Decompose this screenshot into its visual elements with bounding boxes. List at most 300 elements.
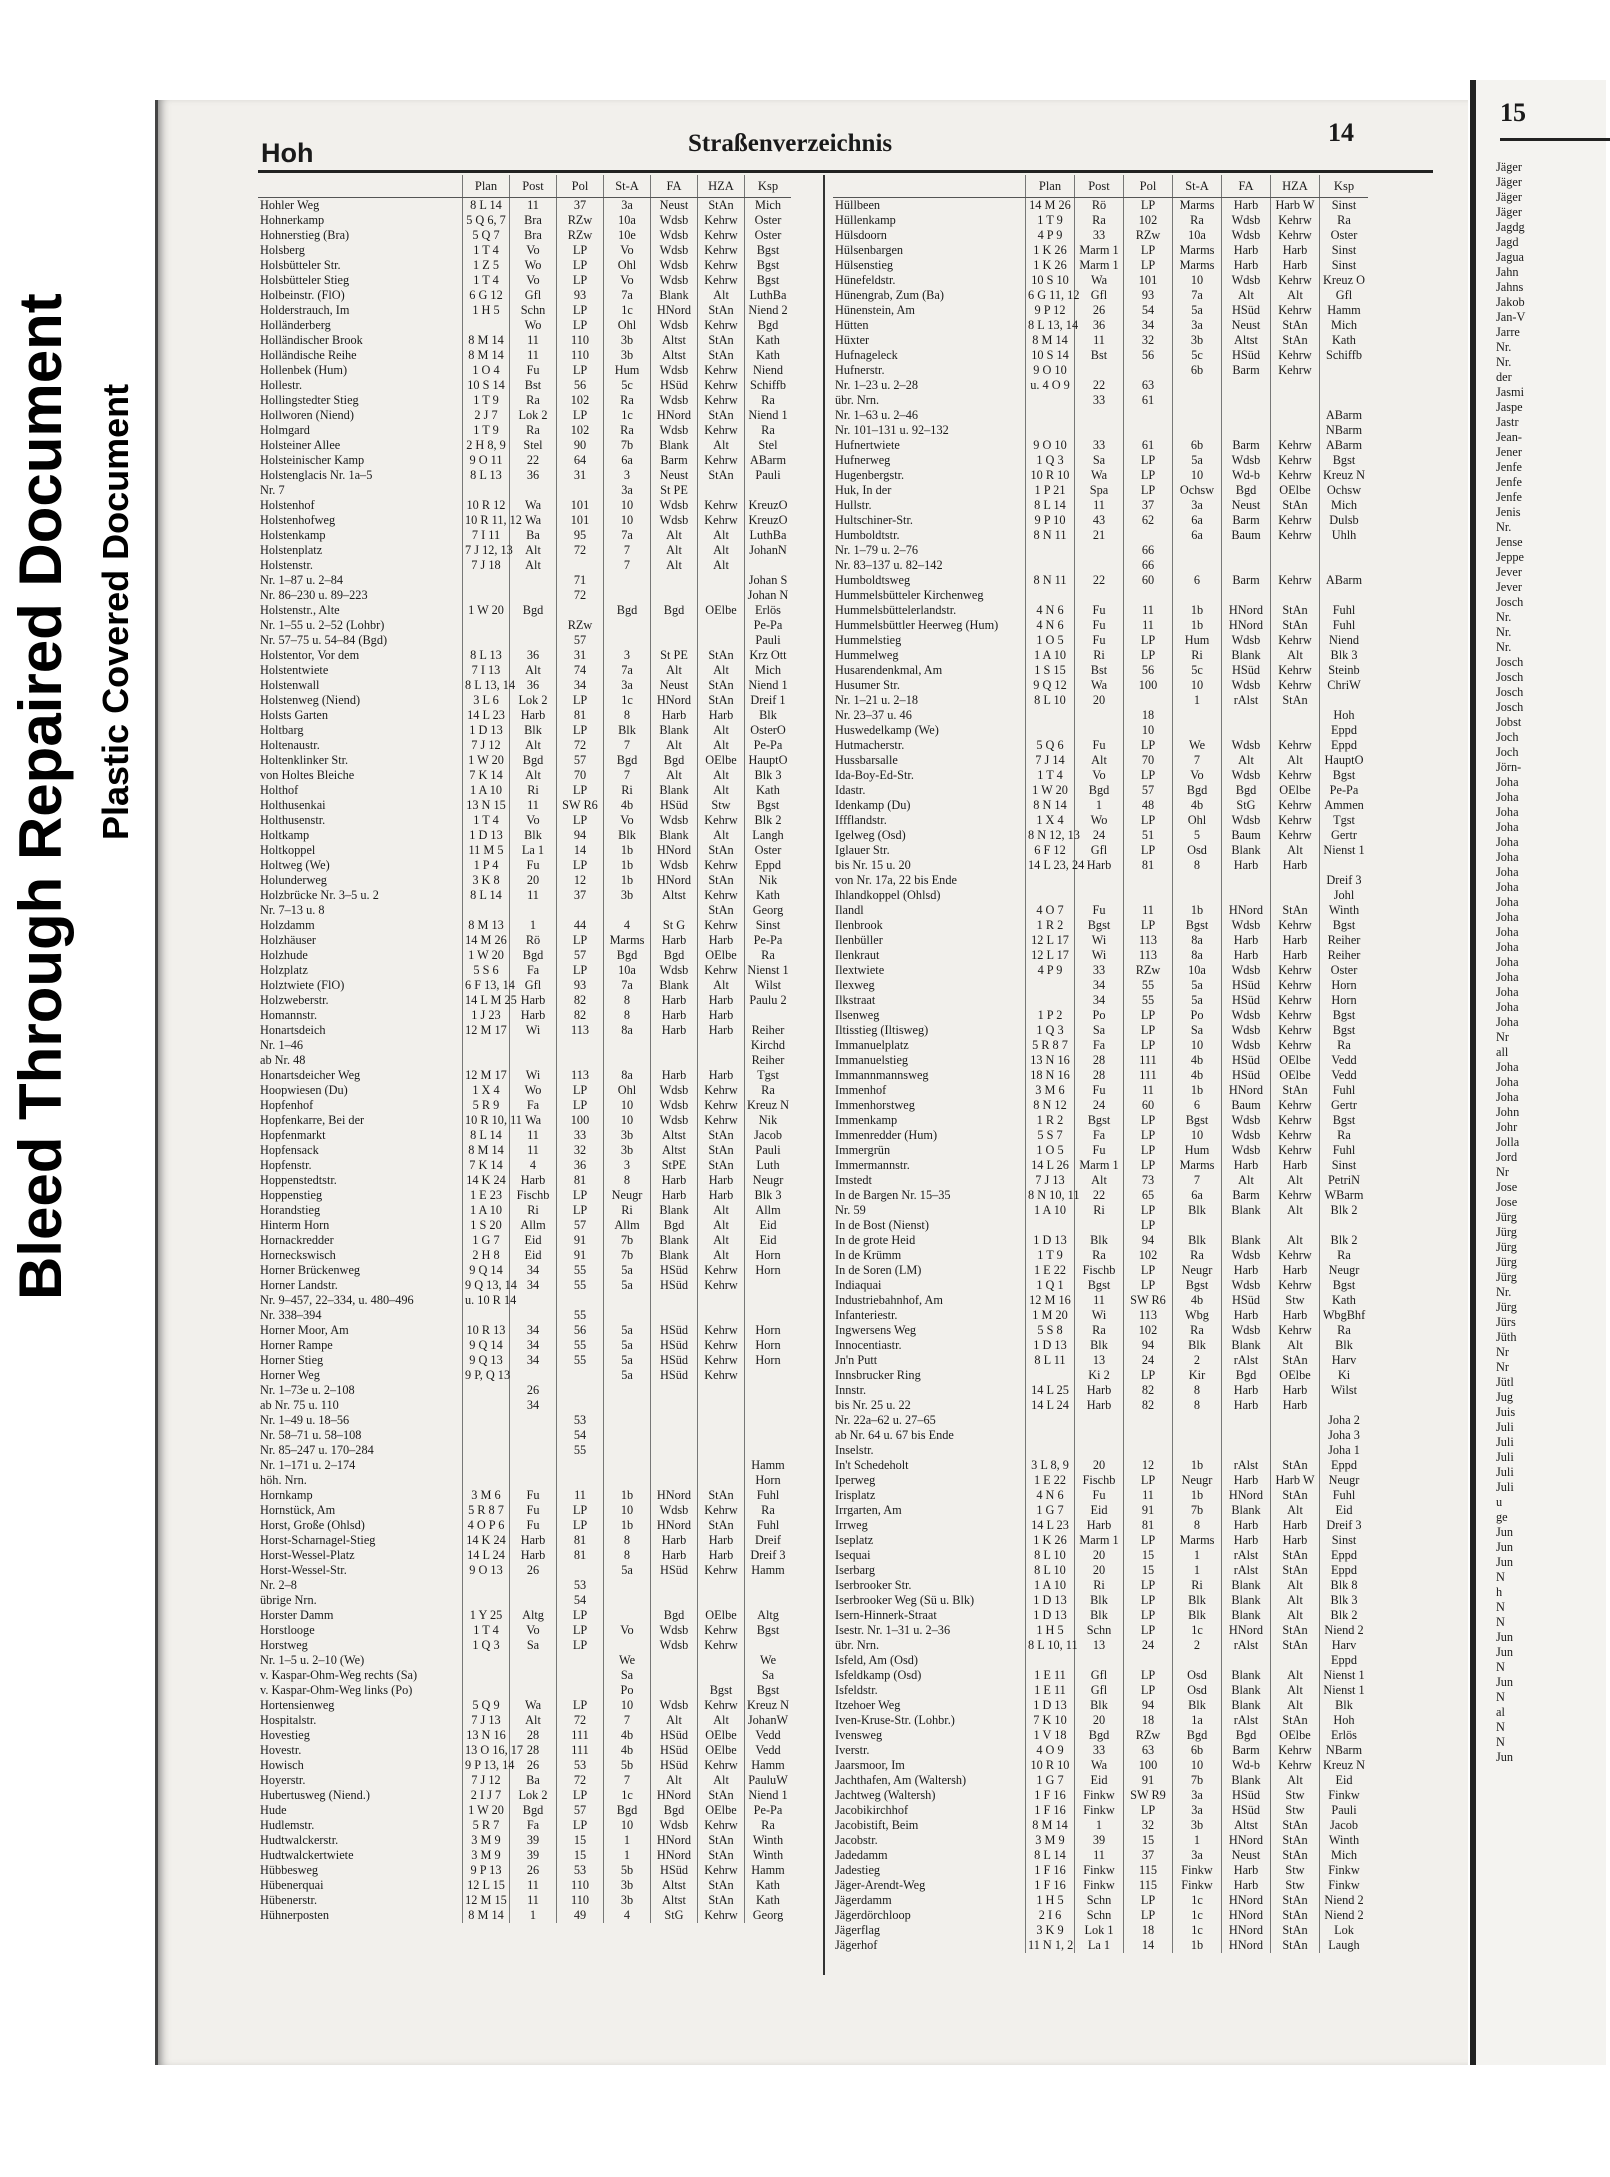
street-name: Holsts Garten xyxy=(260,708,328,722)
street-name: Hülsenbargen xyxy=(835,243,904,257)
cell-plan: 5 S 8 xyxy=(1026,1323,1075,1338)
table-row xyxy=(833,918,1368,933)
cell-pol: LP xyxy=(557,1083,604,1098)
cell-ksp: Sa xyxy=(745,1668,792,1683)
column-header: Post xyxy=(1075,175,1124,198)
table-row xyxy=(258,798,791,813)
cell-fa: HNord xyxy=(651,408,698,423)
cell-sta: 4b xyxy=(1173,1293,1222,1308)
cell-plan: 8 N 10, 11 xyxy=(1026,1188,1075,1203)
street-name: In de Krümm xyxy=(835,1248,902,1262)
cell-hza: StAn xyxy=(698,1518,745,1533)
cell-pol xyxy=(557,1458,604,1473)
cell-fa: Neust xyxy=(651,468,698,483)
cell-post: Ba xyxy=(510,1773,557,1788)
cell-fa: Wdsb xyxy=(651,363,698,378)
cell-hza xyxy=(698,1398,745,1413)
street-name: ab Nr. 75 u. 110 xyxy=(260,1398,339,1412)
cell-fa: Wdsb xyxy=(1222,213,1271,228)
street-name: In de Soren (LM) xyxy=(835,1263,922,1277)
cell-fa: Barm xyxy=(1222,1743,1271,1758)
cell-pol xyxy=(557,1293,604,1308)
cell-plan: 10 R 11, 12 xyxy=(463,513,510,528)
street-name: Nr. 101–131 u. 92–132 xyxy=(835,423,949,437)
cell-ksp: Ra xyxy=(1320,1248,1369,1263)
cell-post: Ri xyxy=(510,783,557,798)
cell-plan: 9 O 11 xyxy=(463,453,510,468)
cell-hza: Kehrw xyxy=(1271,1113,1320,1128)
cell-plan: 5 R 8 7 xyxy=(463,1503,510,1518)
cell-ksp: Tgst xyxy=(1320,813,1369,828)
cell-plan: 1 K 26 xyxy=(1026,258,1075,273)
cell-fa: Harb xyxy=(1222,258,1271,273)
cell-post: Blk xyxy=(1075,1698,1124,1713)
cell-hza: StAn xyxy=(1271,1488,1320,1503)
table-row xyxy=(258,1128,791,1143)
cell-fa xyxy=(1222,423,1271,438)
cell-ksp: Vedd xyxy=(1320,1053,1369,1068)
cell-post: Schn xyxy=(1075,1908,1124,1923)
cell-fa: Blank xyxy=(651,978,698,993)
cell-post: 28 xyxy=(1075,1053,1124,1068)
street-name: Holstentor, Vor dem xyxy=(260,648,360,662)
table-row xyxy=(833,1638,1368,1653)
cell-pol xyxy=(1124,693,1173,708)
street-name: Holländische Reihe xyxy=(260,348,357,362)
list-item: Jever xyxy=(1496,580,1522,594)
cell-hza: Bgst xyxy=(698,1683,745,1698)
cell-hza xyxy=(1271,543,1320,558)
cell-hza: Harb W xyxy=(1271,198,1320,214)
cell-pol: 54 xyxy=(1124,303,1173,318)
cell-plan: 10 R 10, 11 xyxy=(463,1113,510,1128)
cell-plan: 12 L 15 xyxy=(463,1878,510,1893)
cell-post: 34 xyxy=(510,1338,557,1353)
cell-post: Alt xyxy=(1075,753,1124,768)
cell-sta: Blk xyxy=(1173,1698,1222,1713)
table-row xyxy=(258,378,791,393)
cell-post: Sa xyxy=(510,1638,557,1653)
cell-hza: Kehrw xyxy=(1271,1188,1320,1203)
cell-post: 20 xyxy=(1075,1713,1124,1728)
cell-hza xyxy=(698,1578,745,1593)
cell-fa xyxy=(651,618,698,633)
cell-pol xyxy=(557,1038,604,1053)
table-row xyxy=(258,213,791,228)
street-name: Hornackredder xyxy=(260,1233,334,1247)
table-row xyxy=(258,1608,791,1623)
street-name: Iglauer Str. xyxy=(835,843,890,857)
cell-fa: St PE xyxy=(651,483,698,498)
table-row xyxy=(833,1383,1368,1398)
cell-post: 28 xyxy=(1075,1068,1124,1083)
cell-hza: Harb xyxy=(698,1533,745,1548)
cell-plan: 1 H 5 xyxy=(463,303,510,318)
cell-pol: 91 xyxy=(557,1248,604,1263)
cell-plan: 1 J 23 xyxy=(463,1008,510,1023)
cell-pol: 110 xyxy=(557,348,604,363)
cell-fa: Altst xyxy=(651,1878,698,1893)
cell-pol xyxy=(1124,1428,1173,1443)
cell-pol: 53 xyxy=(557,1863,604,1878)
cell-sta: 7 xyxy=(604,738,651,753)
cell-fa xyxy=(651,1578,698,1593)
cell-sta xyxy=(1173,1428,1222,1443)
street-name: Hohler Weg xyxy=(260,198,320,212)
cell-sta: Bgd xyxy=(1173,783,1222,798)
cell-sta: 1b xyxy=(604,1518,651,1533)
cell-sta: 8 xyxy=(1173,1518,1222,1533)
cell-sta: Marms xyxy=(1173,1158,1222,1173)
cell-sta: 5b xyxy=(604,1863,651,1878)
cell-sta: 6a xyxy=(604,453,651,468)
cell-plan: 6 F 13, 14 xyxy=(463,978,510,993)
cell-hza: StAn xyxy=(698,1143,745,1158)
cell-pol: LP xyxy=(1124,1218,1173,1233)
cell-fa: HSüd xyxy=(651,1338,698,1353)
list-item: Jürg xyxy=(1496,1300,1517,1314)
street-name: Isfeld, Am (Osd) xyxy=(835,1653,918,1667)
table-row xyxy=(258,1473,791,1488)
cell-hza: OElbe xyxy=(1271,1068,1320,1083)
table-row xyxy=(833,1218,1368,1233)
street-name: Nr. 1–63 u. 2–46 xyxy=(835,408,919,422)
cell-sta: 6a xyxy=(1173,528,1222,543)
cell-pol: LP xyxy=(1124,1038,1173,1053)
street-name: Hünengrab, Zum (Ba) xyxy=(835,288,944,302)
cell-pol: 37 xyxy=(557,888,604,903)
cell-fa: Wdsb xyxy=(651,273,698,288)
list-item: der xyxy=(1496,370,1512,384)
cell-hza: Kehrw xyxy=(698,1563,745,1578)
table-row xyxy=(258,1668,791,1683)
cell-post xyxy=(1075,708,1124,723)
cell-sta xyxy=(1173,423,1222,438)
cell-ksp: Sinst xyxy=(1320,1158,1369,1173)
cell-plan xyxy=(1026,1368,1075,1383)
cell-post: Ri xyxy=(510,1203,557,1218)
table-row xyxy=(833,1788,1368,1803)
cell-hza: Alt xyxy=(698,438,745,453)
list-item: Jun xyxy=(1496,1540,1514,1554)
cell-fa xyxy=(651,1458,698,1473)
cell-fa: Harb xyxy=(651,1023,698,1038)
list-item: Joha xyxy=(1496,1075,1519,1089)
cell-pol: 113 xyxy=(1124,1308,1173,1323)
table-row xyxy=(833,1563,1368,1578)
cell-ksp: Nienst 1 xyxy=(1320,1668,1369,1683)
cell-fa: Wdsb xyxy=(651,1503,698,1518)
cell-sta: 10 xyxy=(1173,1128,1222,1143)
cell-hza: Kehrw xyxy=(698,1863,745,1878)
cell-post xyxy=(510,1593,557,1608)
cell-fa: rAlst xyxy=(1222,1458,1271,1473)
cell-post xyxy=(1075,723,1124,738)
street-name: Jadedamm xyxy=(835,1848,888,1862)
cell-sta: Kir xyxy=(1173,1368,1222,1383)
cell-plan: 8 L 13, 14 xyxy=(463,678,510,693)
street-name: Husarendenkmal, Am xyxy=(835,663,943,677)
cell-pol: 54 xyxy=(557,1593,604,1608)
cell-pol: 82 xyxy=(557,993,604,1008)
cell-post: Finkw xyxy=(1075,1788,1124,1803)
cell-plan: 1 W 20 xyxy=(463,1803,510,1818)
cell-ksp: Hamm xyxy=(745,1458,792,1473)
street-name: Hopfenmarkt xyxy=(260,1128,326,1142)
cell-sta: 1b xyxy=(604,858,651,873)
cell-fa: Harb xyxy=(1222,858,1271,873)
cell-fa: HNord xyxy=(651,1518,698,1533)
cell-pol: 37 xyxy=(1124,498,1173,513)
cell-plan: 3 M 6 xyxy=(1026,1083,1075,1098)
cell-plan: 1 D 13 xyxy=(1026,1593,1075,1608)
cell-post: 20 xyxy=(1075,693,1124,708)
cell-plan: 7 J 14 xyxy=(1026,753,1075,768)
cell-plan xyxy=(463,1593,510,1608)
street-name: Hudtwalckertwiete xyxy=(260,1848,354,1862)
cell-ksp: JohanW xyxy=(745,1713,792,1728)
cell-sta: 7b xyxy=(604,1233,651,1248)
cell-hza: Kehrw xyxy=(698,1503,745,1518)
cell-post: Wa xyxy=(1075,468,1124,483)
cell-pol: 113 xyxy=(557,1023,604,1038)
table-row xyxy=(258,1593,791,1608)
cell-pol: 82 xyxy=(1124,1383,1173,1398)
table-row xyxy=(833,1263,1368,1278)
cell-ksp: Kreuz N xyxy=(745,1098,792,1113)
cell-plan: 3 M 6 xyxy=(463,1488,510,1503)
list-item: Jürg xyxy=(1496,1225,1517,1239)
cell-pol: 53 xyxy=(557,1413,604,1428)
cell-fa: Bgd xyxy=(651,1218,698,1233)
street-name: höh. Nrn. xyxy=(260,1473,307,1487)
table-row xyxy=(258,513,791,528)
cell-post xyxy=(510,1683,557,1698)
cell-hza xyxy=(698,1458,745,1473)
cell-sta: 7b xyxy=(604,438,651,453)
street-name: übrige Nrn. xyxy=(260,1593,317,1607)
table-row xyxy=(833,1848,1368,1863)
cell-plan: 1 E 22 xyxy=(1026,1263,1075,1278)
cell-fa: rAlst xyxy=(1222,1713,1271,1728)
cell-fa: Bgd xyxy=(651,948,698,963)
cell-pol: 51 xyxy=(1124,828,1173,843)
cell-ksp: Fuhl xyxy=(745,1518,792,1533)
cell-pol: LP xyxy=(1124,1683,1173,1698)
cell-hza: Alt xyxy=(698,528,745,543)
cell-sta: Blk xyxy=(1173,1233,1222,1248)
cell-plan xyxy=(463,483,510,498)
table-row xyxy=(833,738,1368,753)
cell-plan xyxy=(463,318,510,333)
cell-plan: 9 O 10 xyxy=(1026,438,1075,453)
cell-ksp xyxy=(1320,393,1369,408)
cell-post: 34 xyxy=(510,1323,557,1338)
cell-hza: Kehrw xyxy=(698,1623,745,1638)
cell-hza xyxy=(1271,1218,1320,1233)
cell-ksp: Kreuz N xyxy=(1320,1758,1369,1773)
cell-ksp xyxy=(1320,588,1369,603)
cell-sta: Ri xyxy=(1173,648,1222,663)
cell-ksp: Nik xyxy=(745,873,792,888)
cell-fa: Wdsb xyxy=(1222,963,1271,978)
table-row xyxy=(833,1923,1368,1938)
list-item: Juli xyxy=(1496,1465,1514,1479)
cell-plan xyxy=(463,1398,510,1413)
cell-plan: 2 H 8, 9 xyxy=(463,438,510,453)
cell-plan: 9 Q 13, 14 xyxy=(463,1278,510,1293)
cell-hza: Harb xyxy=(1271,243,1320,258)
cell-post: Vo xyxy=(1075,768,1124,783)
street-name: Hornstück, Am xyxy=(260,1503,336,1517)
cell-pol: 55 xyxy=(557,1263,604,1278)
cell-plan: 8 L 13 xyxy=(463,468,510,483)
cell-post: Harb xyxy=(510,1173,557,1188)
cell-fa: Bgd xyxy=(651,1608,698,1623)
cell-hza: Kehrw xyxy=(1271,348,1320,363)
cell-pol: 102 xyxy=(557,393,604,408)
cell-plan: 14 M 26 xyxy=(1026,198,1075,214)
cell-plan: 10 S 10 xyxy=(1026,273,1075,288)
cell-hza: StAn xyxy=(1271,498,1320,513)
cell-post xyxy=(510,1578,557,1593)
street-name: Horner Stieg xyxy=(260,1353,324,1367)
cell-hza: Kehrw xyxy=(1271,978,1320,993)
cell-fa: Blank xyxy=(1222,1578,1271,1593)
cell-sta: 10 xyxy=(1173,468,1222,483)
table-row xyxy=(833,318,1368,333)
cell-post: 34 xyxy=(1075,993,1124,1008)
cell-post: Schn xyxy=(1075,1623,1124,1638)
right-street-table xyxy=(833,175,1368,1953)
cell-fa xyxy=(651,573,698,588)
street-name: Nr. 2–8 xyxy=(260,1578,297,1592)
cell-plan: 1 F 16 xyxy=(1026,1878,1075,1893)
cell-sta: 5a xyxy=(604,1323,651,1338)
list-item: Joha xyxy=(1496,895,1519,909)
cell-sta: Bgd xyxy=(604,603,651,618)
table-row xyxy=(833,1068,1368,1083)
table-row xyxy=(833,558,1368,573)
table-row xyxy=(258,1788,791,1803)
cell-ksp: Niend 1 xyxy=(745,408,792,423)
cell-post: Schn xyxy=(1075,1893,1124,1908)
cell-fa: HSüd xyxy=(651,1563,698,1578)
cell-fa: Alt xyxy=(651,543,698,558)
cell-plan: 1 F 16 xyxy=(1026,1863,1075,1878)
cell-hza: Kehrw xyxy=(1271,633,1320,648)
cell-pol: 55 xyxy=(557,1353,604,1368)
cell-sta xyxy=(604,588,651,603)
table-row xyxy=(833,1533,1368,1548)
cell-ksp: Pe-Pa xyxy=(745,933,792,948)
cell-hza: StAn xyxy=(1271,1833,1320,1848)
cell-ksp: Horn xyxy=(745,1353,792,1368)
cell-ksp xyxy=(745,1278,792,1293)
list-item: Joha xyxy=(1496,1060,1519,1074)
cell-post: Ri xyxy=(1075,1578,1124,1593)
cell-plan: 4 N 6 xyxy=(1026,1488,1075,1503)
cell-plan: 8 L 14 xyxy=(463,888,510,903)
street-name: Huk, In der xyxy=(835,483,892,497)
table-row xyxy=(258,408,791,423)
table-row xyxy=(258,423,791,438)
list-item: Joha xyxy=(1496,805,1519,819)
cell-fa: Wdsb xyxy=(651,318,698,333)
cell-hza: Kehrw xyxy=(1271,1143,1320,1158)
cell-pol xyxy=(557,558,604,573)
table-row xyxy=(833,1098,1368,1113)
cell-sta: Marms xyxy=(1173,258,1222,273)
cell-post: Bgd xyxy=(510,603,557,618)
cell-fa: Alt xyxy=(1222,288,1271,303)
cell-ksp: Ra xyxy=(745,1083,792,1098)
cell-pol: 71 xyxy=(557,573,604,588)
street-name: Nr. 85–247 u. 170–284 xyxy=(260,1443,374,1457)
column-header: FA xyxy=(651,175,698,198)
cell-hza: Harb xyxy=(1271,1383,1320,1398)
cell-fa xyxy=(1222,873,1271,888)
street-name: Holstenwall xyxy=(260,678,320,692)
cell-post: 28 xyxy=(510,1728,557,1743)
cell-post: Rö xyxy=(510,933,557,948)
cell-ksp: Sinst xyxy=(1320,1533,1369,1548)
cell-pol: LP xyxy=(557,858,604,873)
cell-plan: 1 T 4 xyxy=(463,273,510,288)
street-name: Hummelsbüttler Heerweg (Hum) xyxy=(835,618,999,632)
cell-sta: 7a xyxy=(604,288,651,303)
cell-pol: LP xyxy=(1124,453,1173,468)
cell-hza: Kehrw xyxy=(698,513,745,528)
cell-ksp: Fuhl xyxy=(1320,603,1369,618)
cell-fa: Harb xyxy=(651,933,698,948)
street-name: Hoppenstieg xyxy=(260,1188,323,1202)
cell-fa xyxy=(651,1443,698,1458)
cell-fa xyxy=(1222,1218,1271,1233)
cell-hza xyxy=(1271,1428,1320,1443)
cell-fa: StG xyxy=(651,1908,698,1923)
list-item: Joha xyxy=(1496,955,1519,969)
cell-ksp: Blk 3 xyxy=(1320,1593,1369,1608)
cell-ksp: Langh xyxy=(745,828,792,843)
cell-fa: Harb xyxy=(1222,1533,1271,1548)
cell-pol xyxy=(557,1383,604,1398)
cell-plan: 1 S 20 xyxy=(463,1218,510,1233)
cell-sta: Finkw xyxy=(1173,1863,1222,1878)
cell-fa: Wdsb xyxy=(1222,453,1271,468)
table-row xyxy=(833,1473,1368,1488)
street-name: Hünefeldstr. xyxy=(835,273,896,287)
cell-pol: LP xyxy=(1124,843,1173,858)
column-header: Plan xyxy=(1026,175,1075,198)
cell-post xyxy=(1075,1413,1124,1428)
cell-pol: 63 xyxy=(1124,1743,1173,1758)
cell-pol xyxy=(557,1053,604,1068)
cell-fa: Wdsb xyxy=(1222,1128,1271,1143)
street-name: Hufnerstr. xyxy=(835,363,885,377)
cell-fa: Alt xyxy=(651,663,698,678)
cell-plan: 14 M 26 xyxy=(463,933,510,948)
cell-sta: 3b xyxy=(1173,1818,1222,1833)
cell-plan: 5 Q 6 xyxy=(1026,738,1075,753)
cell-plan: 1 Q 3 xyxy=(463,1638,510,1653)
table-row xyxy=(833,648,1368,663)
cell-plan: u. 4 O 9 xyxy=(1026,378,1075,393)
street-name: Industriebahnhof, Am xyxy=(835,1293,943,1307)
cell-plan xyxy=(1026,708,1075,723)
cell-pol: 37 xyxy=(557,198,604,214)
cell-pol: 11 xyxy=(1124,903,1173,918)
